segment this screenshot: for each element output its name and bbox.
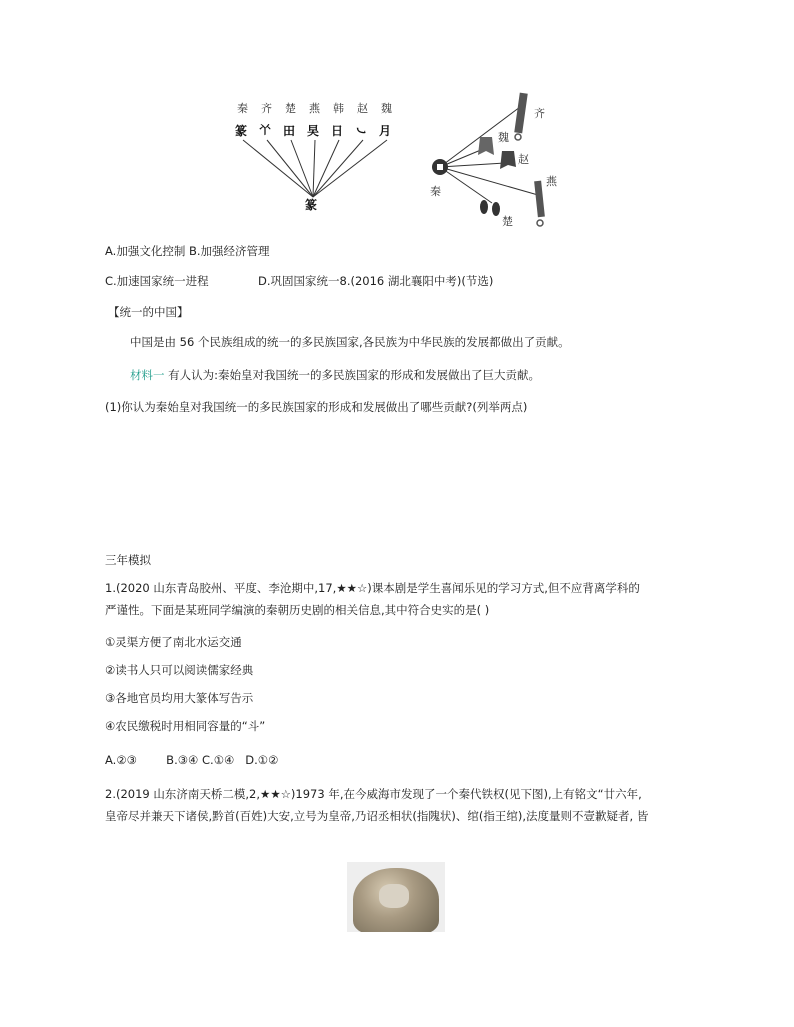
- q2-stem-line1: 2.(2019 山东济南天桥二模,2,★★☆)1973 年,在今威海市发现了一个秦代铁权(见下图),上有铭文“廿六年,: [105, 787, 642, 801]
- state-label-qi: 齐: [261, 102, 272, 115]
- currency-lines: [420, 85, 570, 235]
- material-one-text: 有人认为:秦始皇对我国统一的多民族国家的形成和发展做出了巨大贡献。: [164, 368, 541, 382]
- script-glyph-unified: 篆: [305, 198, 318, 212]
- coin-label-qin: 秦: [430, 185, 441, 198]
- figure-currency-unification: [420, 85, 570, 235]
- figure-script-unification: [225, 92, 415, 222]
- section-intro: 中国是由 56 个民族组成的统一的多民族国家,各民族为中华民族的发展都做出了贡献。: [130, 335, 570, 349]
- script-glyph-han: ⽇: [331, 124, 344, 138]
- iron-weight-inscription-plate: [379, 884, 409, 908]
- state-label-qin: 秦: [237, 102, 248, 115]
- coin-label-wei: 魏: [498, 131, 509, 144]
- option-line-ab: A.加强文化控制 B.加强经济管理: [105, 244, 270, 258]
- q1-item-2: ②读书人只可以阅读儒家经典: [105, 663, 254, 677]
- script-glyph-wei: ⽉: [379, 124, 392, 138]
- script-glyph-yan: 旲: [307, 124, 320, 138]
- state-label-wei: 魏: [381, 102, 392, 115]
- question-1: (1)你认为秦始皇对我国统一的多民族国家的形成和发展做出了哪些贡献?(列举两点): [105, 400, 528, 414]
- section-title-three-year: 三年模拟: [105, 553, 151, 567]
- material-one: [130, 367, 540, 383]
- q1-item-1: ①灵渠方便了南北水运交通: [105, 635, 242, 649]
- state-label-chu: 楚: [285, 102, 296, 115]
- option-c: C.加速国家统一进程: [105, 274, 209, 288]
- coin-label-chu: 楚: [502, 215, 513, 228]
- script-glyph-qin: 篆: [235, 124, 248, 138]
- state-label-han: 韩: [333, 102, 344, 115]
- q2-stem-line2: 皇帝尽并兼天下诸侯,黔首(百姓)大安,立号为皇帝,乃诏丞相状(指隗状)、绾(指王绾),法度量则不壹歉疑者, 皆: [105, 809, 649, 823]
- coin-label-zhao: 赵: [518, 153, 529, 166]
- state-label-yan: 燕: [309, 102, 320, 115]
- qin-iron-weight-photo: [347, 862, 445, 932]
- material-one-label: 材料一: [130, 368, 165, 382]
- coin-label-qi: 齐: [534, 107, 545, 120]
- script-glyph-qi: 𠁥: [259, 123, 272, 137]
- state-label-zhao: 赵: [357, 102, 368, 115]
- q1-stem-line2: 严谨性。下面是某班同学编演的秦朝历史剧的相关信息,其中符合史实的是( ): [105, 603, 490, 617]
- q1-item-3: ③各地官员均用大篆体写告示: [105, 691, 254, 705]
- q1-answers: A.②③ B.③④ C.①④ D.①②: [105, 753, 279, 767]
- q1-item-4: ④农民缴税时用相同容量的“斗”: [105, 719, 266, 733]
- section-title-unified-china: 【统一的中国】: [108, 305, 189, 319]
- q1-stem-line1: 1.(2020 山东青岛胶州、平度、李沧期中,17,★★☆)课本剧是学生喜闻乐见的学习方式,但不应背离学科的: [105, 581, 640, 595]
- option-d-question8: D.巩固国家统一8.(2016 湖北襄阳中考)(节选): [258, 274, 494, 288]
- coin-label-yan: 燕: [546, 175, 557, 188]
- script-glyph-zhao: ㇃: [355, 124, 368, 138]
- script-glyph-chu: ⽥: [283, 124, 296, 138]
